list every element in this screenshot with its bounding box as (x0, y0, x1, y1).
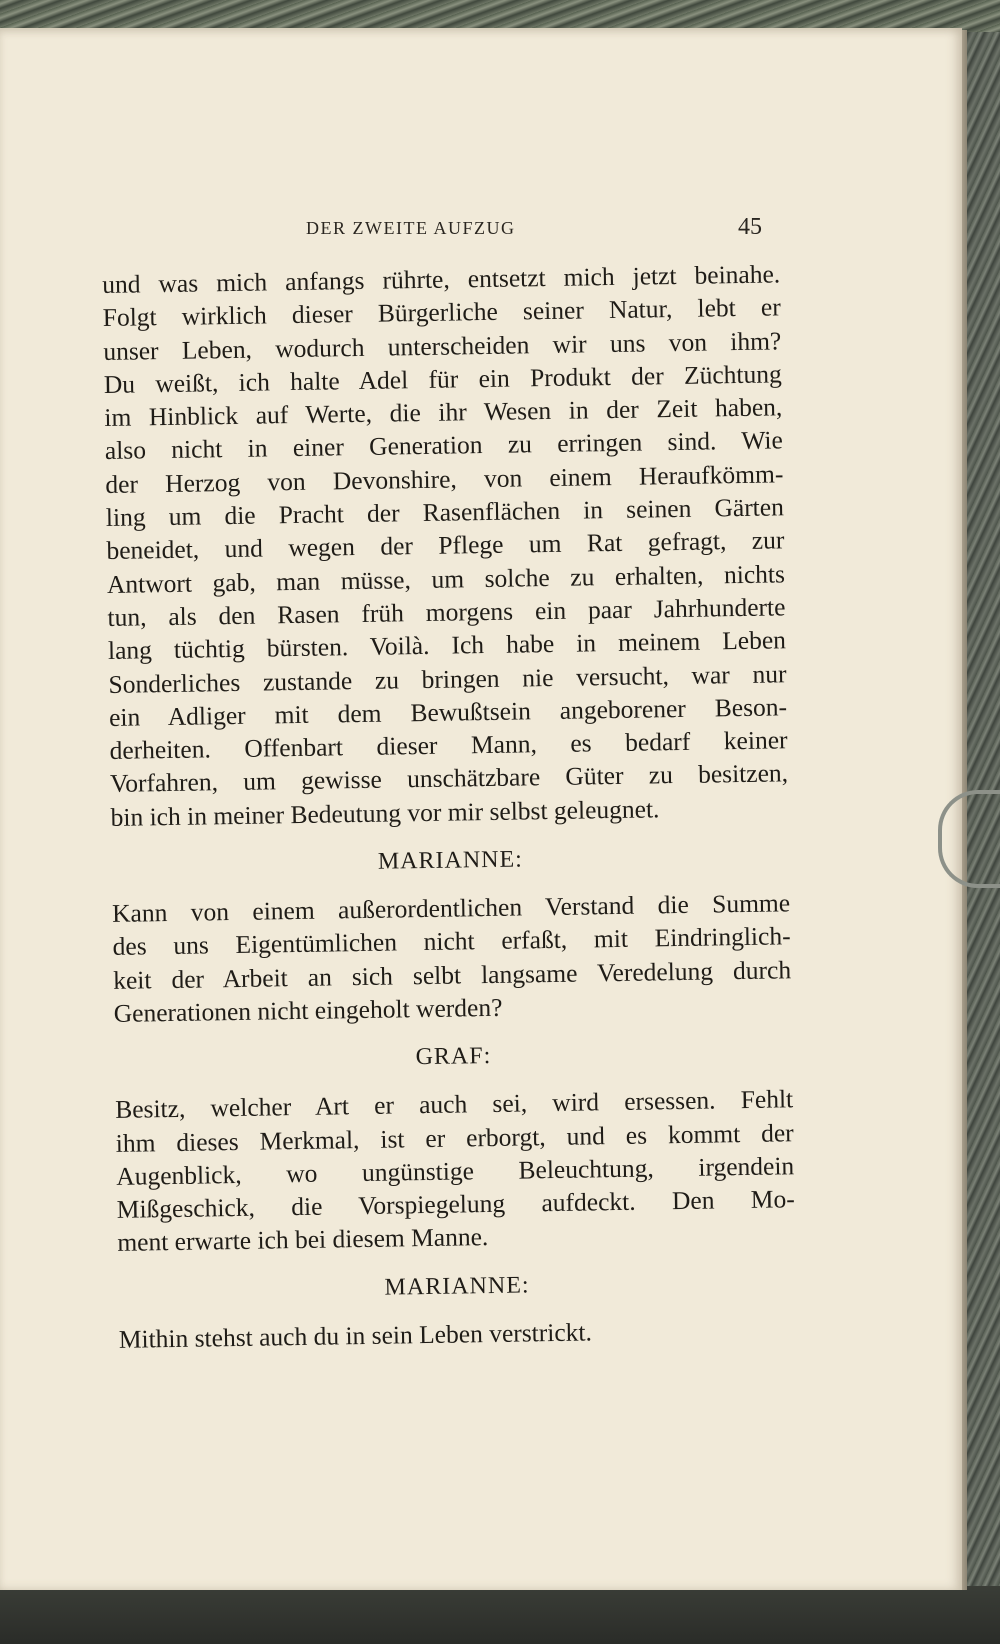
page-body (102, 257, 797, 1356)
text-line: Sonderliches zustande zu bringen nie versucht, war nur (108, 658, 787, 699)
text-line: unser Leben, wodurch unterscheiden wir uns von ihm? (103, 325, 782, 366)
text-line: Besitz, welcher Art er auch sei, wird ersessen. Fehlt (114, 1084, 794, 1125)
text-line: derheiten. Offenbart dieser Mann, es bedarf keiner (109, 725, 788, 766)
text-line: ling um die Pracht der Rasenflächen in seinen Gärten (105, 492, 785, 533)
speaker-name: MARIANNE: (384, 1272, 530, 1301)
text-line: und was mich anfangs rührte, entsetzt mich jetzt beinahe. (102, 259, 781, 299)
text-line: Augenblick, wo ungünstige Beleuchtung, irgendein (116, 1151, 795, 1191)
book-page (0, 28, 962, 1590)
text-line: ment erwarte ich bei diesem Manne. (117, 1222, 489, 1258)
text-line: keit der Arbeit an sich selbt langsame Veredelung durch (112, 954, 792, 995)
page-clip (938, 790, 1000, 888)
cover-bottom-edge (0, 1586, 1000, 1644)
text-line: Antwort gab, man müsse, um solche zu erhalten, nichts (106, 558, 786, 599)
text-line: Mithin stehst auch du in sein Leben verstrickt. (118, 1317, 593, 1354)
text-line: Mißgeschick, die Vorspiegelung aufdeckt. Den Mo- (116, 1184, 795, 1225)
text-line: ihm dieses Merkmal, ist er erborgt, und es kommt der (115, 1117, 794, 1158)
text-line: im Hinblick auf Werte, die ihr Wesen in der Zeit haben, (104, 392, 783, 433)
paragraph (115, 1082, 796, 1259)
paragraph (119, 1312, 797, 1356)
speaker-name: GRAF: (415, 1043, 492, 1071)
text-line: Vorfahren, um gewisse unschätzbare Güter zu besitzen, (109, 758, 789, 799)
text-line: ein Adliger mit dem Bewußtsein angeborener Beson- (108, 692, 788, 732)
page-number: 45 (738, 214, 762, 240)
text-line: bin ich in meiner Bedeutung vor mir selbst geleugnet. (110, 794, 660, 832)
text-line: der Herzog von Devonshire, von einem Heraufkömm- (105, 459, 784, 499)
text-line: lang tüchtig bürsten. Voilà. Ich habe in meinem Leben (107, 625, 787, 666)
paragraph (102, 257, 789, 834)
text-line: beneidet, und wegen der Pflege um Rat gefragt, zur (106, 525, 785, 566)
paragraph (112, 886, 792, 1030)
text-line: Du weißt, ich halte Adel für ein Produkt der Züchtung (103, 359, 782, 399)
text-line: Folgt wirklich dieser Bürgerliche seiner Natur, lebt er (102, 292, 781, 333)
page-header (0, 214, 962, 248)
running-title: DER ZWEITE AUFZUG (306, 218, 516, 238)
text-line: also nicht in einer Generation zu erringen sind. Wie (104, 425, 784, 466)
text-line: des uns Eigentümlichen nicht erfaßt, mit Eindringlich- (112, 921, 791, 962)
text-line: tun, als den Rasen früh morgens ein paar Jahrhunderte (107, 592, 786, 632)
text-line: Kann von einem außerordentlichen Verstand die Summe (111, 888, 791, 928)
speaker-name: MARIANNE: (377, 846, 524, 875)
text-line: Generationen nicht eingeholt werden? (113, 992, 503, 1028)
